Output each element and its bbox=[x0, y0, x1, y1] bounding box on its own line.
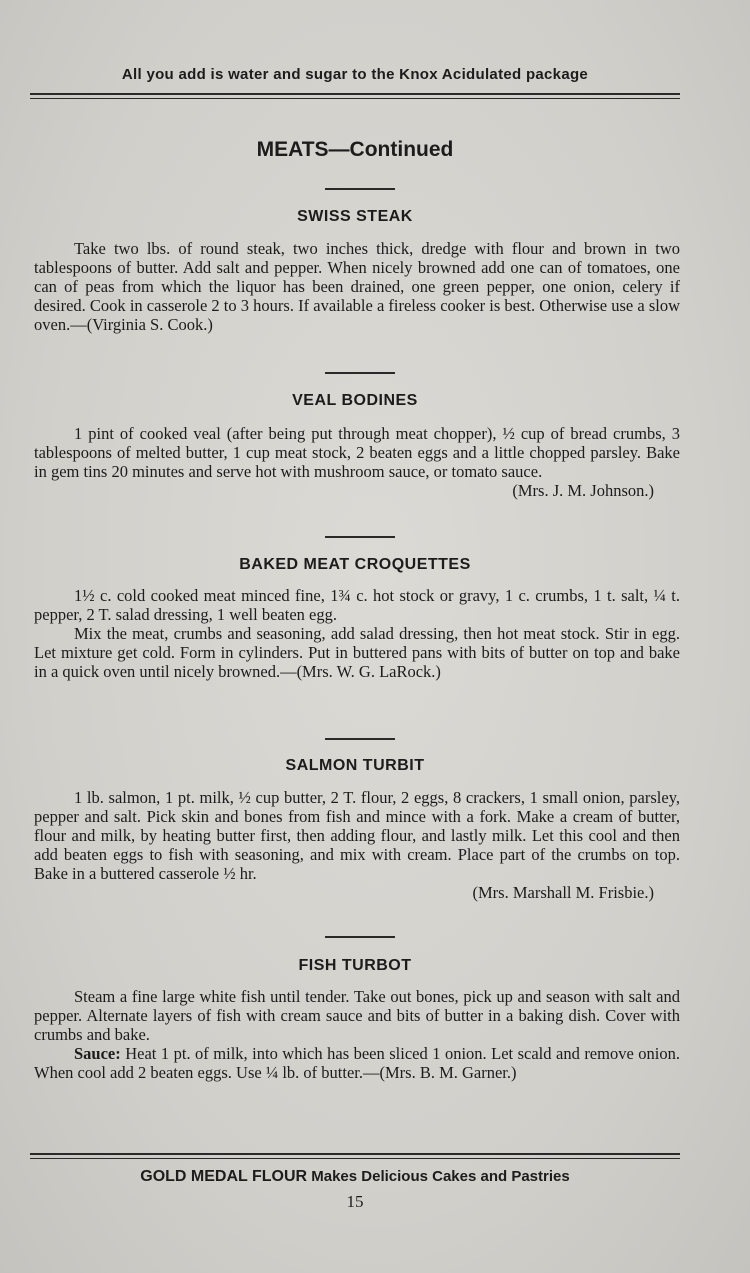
recipe-body-baked-meat-croquettes bbox=[34, 586, 680, 681]
footer-tagline: Makes Delicious Cakes and Pastries bbox=[307, 1168, 570, 1185]
recipe-paragraph: 1 pint of cooked veal (after being put through meat chopper), ½ cup of bread crumbs, 3 tablespoons of melted butter, 1 cup meat stock, 2 beaten eggs and a little chopped parsley. Bake in gem tins 20 minutes and serve hot with mushroom sauce, or tomato sauce. bbox=[34, 424, 680, 481]
recipe-title-veal-bodines: VEAL BODINES bbox=[292, 392, 418, 409]
recipe-paragraph: 1 lb. salmon, 1 pt. milk, ½ cup butter, 2 T. flour, 2 eggs, 8 crackers, 1 small onion, parsley, pepper and salt. Pick skin and bones from fish and mince with a fork. Make a cream of butter, flour and milk, by heating butter first, then adding flour, and lastly milk. Let this cool and then add beaten eggs to fish with seasoning, and mix with cream. Place part of the crumbs on top. Bake in a buttered casserole ½ hr. bbox=[34, 788, 680, 883]
recipe-paragraph: Take two lbs. of round steak, two inches thick, dredge with flour and brown in two tablespoons of butter. Add salt and pepper. When nicely browned add one can of tomatoes, one can of peas from which the liquor has been drained, one green pepper, one onion, celery if desired. Cook in casserole 2 to 3 hours. If available a fireless cooker is best. Otherwise use a slow oven.—(Virginia S. Cook.) bbox=[34, 239, 680, 334]
page-number: 15 bbox=[346, 1192, 364, 1211]
recipe-title-swiss-steak: SWISS STEAK bbox=[297, 208, 413, 225]
section-title: MEATS—Continued bbox=[256, 138, 454, 161]
recipe-title-baked-meat-croquettes: BAKED MEAT CROQUETTES bbox=[239, 556, 471, 573]
recipe-body-fish-turbot bbox=[34, 987, 680, 1082]
recipe-body-salmon-turbit bbox=[34, 788, 680, 902]
recipe-paragraph: Mix the meat, crumbs and seasoning, add salad dressing, then hot meat stock. Stir in egg. Let mixture get cold. Form in cylinders. Put in buttered pans with bits of butter on top and bake in a quick oven until nicely browned.—(Mrs. W. G. LaRock.) bbox=[34, 624, 680, 681]
page-header: All you add is water and sugar to the Knox Acidulated package bbox=[121, 66, 589, 83]
page-footer bbox=[30, 1168, 680, 1186]
recipe-paragraph: 1½ c. cold cooked meat minced fine, 1¾ c. hot stock or gravy, 1 c. crumbs, 1 t. salt, ¼ t. pepper, 2 T. salad dressing, 1 well beaten egg. bbox=[34, 586, 680, 624]
recipe-credit: (Mrs. J. M. Johnson.) bbox=[512, 481, 654, 500]
sauce-paragraph bbox=[34, 1044, 680, 1082]
separator-rule bbox=[325, 372, 395, 374]
recipe-credit: (Mrs. Marshall M. Frisbie.) bbox=[472, 883, 654, 902]
separator-rule bbox=[325, 536, 395, 538]
sauce-text: Heat 1 pt. of milk, into which has been sliced 1 onion. Let scald and remove onion. When cool add 2 beaten eggs. Use ¼ lb. of butter.—(Mrs. B. M. Garner.) bbox=[34, 1044, 680, 1082]
separator-rule bbox=[325, 738, 395, 740]
header-rule bbox=[30, 93, 680, 99]
recipe-paragraph: Steam a fine large white fish until tender. Take out bones, pick up and season with salt and pepper. Alternate layers of fish with cream sauce and bits of butter in a baking dish. Cover with crumbs and bake. bbox=[34, 987, 680, 1044]
footer-rule bbox=[30, 1153, 680, 1159]
recipe-body-veal-bodines bbox=[34, 424, 680, 500]
sauce-label: Sauce: bbox=[74, 1044, 121, 1063]
separator-rule bbox=[325, 188, 395, 190]
recipe-title-fish-turbot: FISH TURBOT bbox=[298, 957, 412, 974]
footer-brand: GOLD MEDAL FLOUR bbox=[140, 1168, 308, 1185]
separator-rule bbox=[325, 936, 395, 938]
recipe-body-swiss-steak bbox=[34, 239, 680, 334]
recipe-title-salmon-turbit: SALMON TURBIT bbox=[285, 757, 425, 774]
